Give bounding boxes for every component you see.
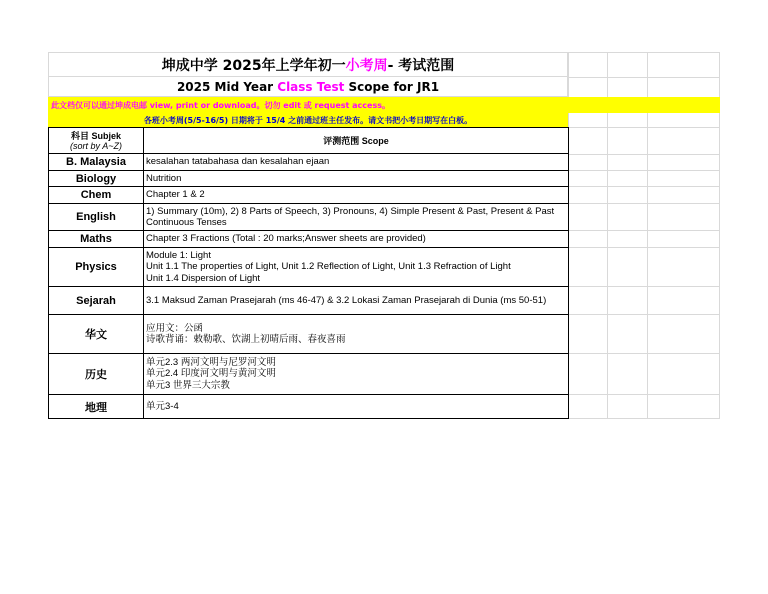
scope-cell: Module 1: Light Unit 1.1 The properties of Light, Unit 1.2 Reflection of Light, Unit 1.3 Refraction of Light Unit 1.4 Dispersion of Light (144, 248, 569, 287)
subject-cell: 地理 (49, 395, 144, 419)
scope-cell: 单元2.3 两河文明与尼罗河文明 单元2.4 印度河文明与黄河文明 单元3 世界三大宗教 (144, 354, 569, 395)
title-cn-highlight: 小考周 (345, 57, 388, 74)
scope-table (48, 127, 569, 419)
scope-cell: kesalahan tatabahasa dan kesalahan ejaan (144, 154, 569, 171)
table-row (49, 248, 569, 287)
scope-cell: Nutrition (144, 171, 569, 187)
table-row (49, 231, 569, 248)
schedule-notice: 各班小考周(5/5-16/5) 日期将于 15/4 之前通过班主任发布。请文书把小考日期写在白板。 (48, 113, 568, 127)
subject-cell: 华文 (49, 315, 144, 354)
table-row (49, 171, 569, 187)
subject-cell: Sejarah (49, 287, 144, 315)
table-row (49, 187, 569, 204)
table-row (49, 315, 569, 354)
page-title-chinese (48, 52, 568, 77)
table-row (49, 204, 569, 231)
header-subject-label: 科目 Subjek (70, 130, 121, 141)
table-row (49, 154, 569, 171)
title-en-part3: Scope for JR1 (344, 79, 440, 94)
scope-cell: 应用文：公函 诗歌背诵：敕勒歌、饮湖上初晴后雨、春夜喜雨 (144, 315, 569, 354)
title-en-part1: 2025 Mid Year (176, 79, 278, 94)
title-en-highlight: Class Test (277, 79, 345, 94)
subject-cell: Chem (49, 187, 144, 204)
title-cn-part3: - 考试范围 (387, 57, 455, 74)
header-subject-sort: (sort by A~Z) (70, 140, 122, 151)
table-row (49, 395, 569, 419)
subject-cell: Maths (49, 231, 144, 248)
page-title-english (48, 77, 568, 97)
scope-cell: 3.1 Maksud Zaman Prasejarah (ms 46-47) & 3.2 Lokasi Zaman Prasejarah di Dunia (ms 50-51) (144, 287, 569, 315)
subject-cell: Biology (49, 171, 144, 187)
header-subject (49, 128, 144, 154)
table-row (49, 287, 569, 315)
table-row (49, 354, 569, 395)
header-scope: 评测范围 Scope (144, 128, 569, 154)
subject-cell: B. Malaysia (49, 154, 144, 171)
scope-cell: Chapter 3 Fractions (Total : 20 marks;Answer sheets are provided) (144, 231, 569, 248)
subject-cell: English (49, 204, 144, 231)
scope-cell: Chapter 1 & 2 (144, 187, 569, 204)
title-cn-part1: 坤成中学 2025年上学年初一 (161, 57, 346, 74)
scope-cell: 单元3-4 (144, 395, 569, 419)
subject-cell: Physics (49, 248, 144, 287)
scope-cell: 1) Summary (10m), 2) 8 Parts of Speech, 3) Pronouns, 4) Simple Present & Past, Present & Past Continuous Tenses (144, 204, 569, 231)
table-header-row (49, 128, 569, 154)
subject-cell: 历史 (49, 354, 144, 395)
access-warning-banner: 此文档仅可以通过坤成电邮 view, print or download。切勿 edit 或 request access。 (48, 97, 720, 113)
